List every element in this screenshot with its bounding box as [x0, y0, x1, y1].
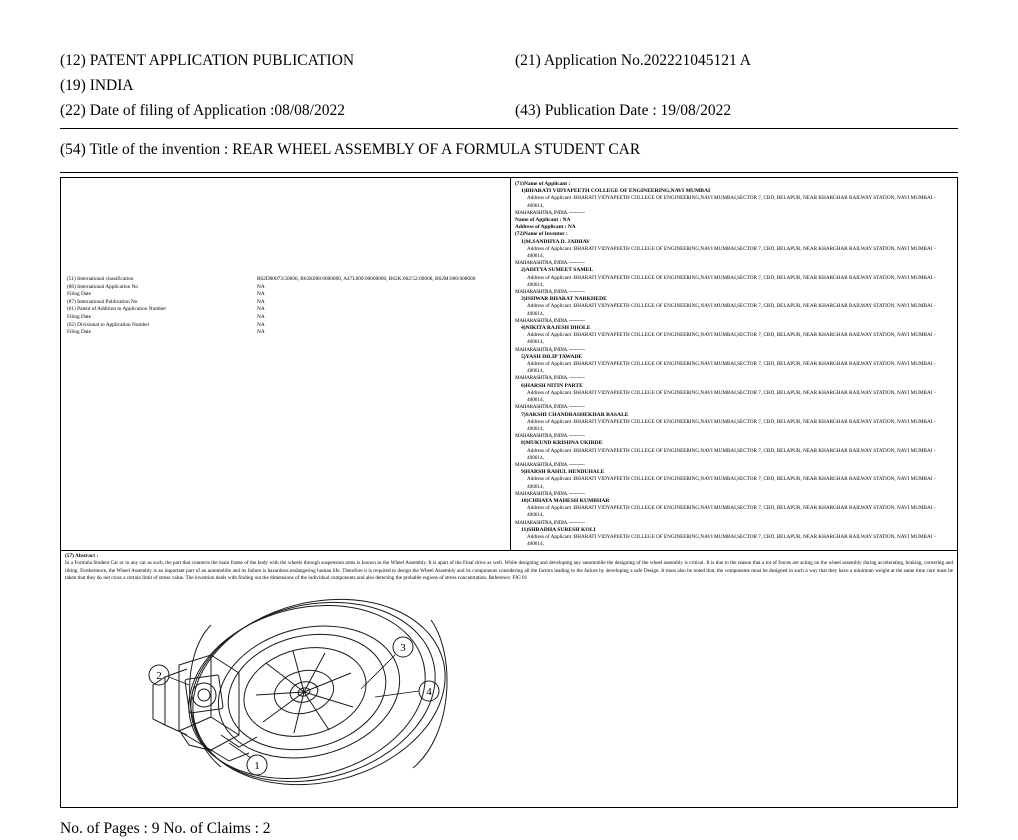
classification-value: NA: [257, 298, 265, 305]
bibliographic-box: [60, 177, 958, 808]
applicant-address: Address of Applicant :BHARATI VIDYAPEETH COLLEGE OF ENGINEERING,NAVI MUMBAI,SECTOR 7, CBD, BELAPUR, NEAR KHARGHAR RAILWAY STATION, NAVI MUMBAI - 400614,: [527, 195, 936, 209]
title-code: (54): [60, 141, 86, 158]
publication-label: PATENT APPLICATION PUBLICATION: [89, 52, 355, 69]
inventor-name: 10)CHHAYA MAHESH KUMBHAR: [521, 497, 610, 504]
publication-date-line: [515, 98, 958, 123]
inventor-address-cont: MAHARASHTRA, INDIA. -----------: [515, 346, 585, 353]
figure-callout-3: 3: [400, 641, 406, 654]
figure-area: [61, 585, 957, 807]
abstract-text: In a Formula Student Car or in any car as such, the part that connects the main frame of the body with the wheels through suspension arms is known as the Wheel Assembly. It is apart of the Final drive as well. While designing and developing any automobile the designing of the wheel assembly is critical. It is due to the reason that a lot of forces are acting on the wheel assembly during accelerating, braking, cornering and tilting. Furthermore, the Wheel Assembly is an important part of an automobile and its failure is hazardous endangering human life. Therefore it is required to design the Wheel Assembly and its components considering all the factors leading to the failure by developing a safe Design. It must also be noted that, the components must be designed in such a way that they have a minimum weight at the same time care must be taken that they do not cross a certain limit of stress value. The invention deals with finding out the dimensions of the individual components and also detecting the probable regions of stress concentration. Reference: FIG 01: [65, 560, 953, 581]
inventor-entry: [515, 383, 953, 412]
abstract-label: (57) Abstract :: [65, 553, 99, 560]
inventor-address-cont: MAHARASHTRA, INDIA. -----------: [515, 260, 585, 267]
classification-value: NA: [257, 291, 265, 298]
classification-row: [67, 306, 506, 314]
figure-callout-2: 2: [156, 669, 162, 682]
inventor-name: 7)SAKSHI CHANDRASHEKHAR BASALE: [521, 411, 629, 418]
classification-value: NA: [257, 306, 265, 313]
header-row-2: [60, 73, 958, 98]
inventor-address: Address of Applicant :BHARATI VIDYAPEETH COLLEGE OF ENGINEERING,NAVI MUMBAI,SECTOR 7, CBD, BELAPUR, NEAR KHARGHAR RAILWAY STATION, NAVI MUMBAI - 400614,: [527, 505, 936, 519]
inventor-address-cont: MAHARASHTRA, INDIA. -----------: [515, 289, 585, 296]
inventor-address-cont: MAHARASHTRA, INDIA. -----------: [515, 461, 585, 468]
inventor-name: 11)SHRADHA SURESH KOLI: [521, 526, 596, 533]
inventor-name: 6)HARSH NITIN PARTE: [521, 382, 583, 389]
inventor-name: 9)HARSH RAHUL HENDUHALE: [521, 469, 605, 476]
rear-wheel-assembly-figure: [61, 585, 957, 806]
country-line: [60, 73, 515, 98]
abstract-section: [61, 550, 957, 585]
classification-row: [67, 329, 506, 337]
classification-value: NA: [257, 283, 265, 290]
inventor-entry: [515, 267, 953, 296]
application-label: Application No.202221045121 A: [543, 52, 751, 69]
inventor-entry: [515, 469, 953, 498]
filing-label: Date of filing of Application :08/08/2022: [89, 102, 345, 119]
header-row-1: [60, 48, 958, 73]
classification-label: (86) International Application No: [67, 283, 139, 290]
patent-publication-page: [60, 48, 958, 840]
classification-row: [67, 276, 506, 284]
classification-list: [67, 276, 506, 337]
name-of-applicant-label: Name of Applicant : NA: [515, 217, 571, 224]
inventor-address-cont: MAHARASHTRA, INDIA. -----------: [515, 317, 585, 324]
inventor-entry: [515, 440, 953, 469]
classification-label: (51) International classification: [67, 276, 134, 282]
inventor-address: Address of Applicant :BHARATI VIDYAPEETH COLLEGE OF ENGINEERING,NAVI MUMBAI,SECTOR 7, CBD, BELAPUR, NEAR KHARGHAR RAILWAY STATION, NAVI MUMBAI - 400614,: [527, 332, 936, 346]
inventor-entry: [515, 296, 953, 325]
inventor-entry: [515, 325, 953, 354]
inventor-name: 1)M.SANDHYA D. JADHAV: [521, 238, 590, 245]
classification-label: (61) Patent of Addition to Application Number: [67, 306, 167, 313]
inventor-name: 5)YASH DILIP TAWADE: [521, 353, 583, 360]
inventor-address-cont: MAHARASHTRA, INDIA. -----------: [515, 404, 585, 411]
title-value: REAR WHEEL ASSEMBLY OF A FORMULA STUDENT CAR: [232, 141, 641, 158]
publication-date-code: (43): [515, 102, 541, 119]
filing-line: [60, 98, 515, 123]
inventor-name: 3)ISHWAR BHARAT NARKHEDE: [521, 296, 607, 303]
classification-column: [61, 178, 511, 550]
country-code: (19): [60, 77, 86, 94]
applicant-name: 1)BHARATI VIDYAPEETH COLLEGE OF ENGINEERING,NAVI MUMBAI: [521, 188, 711, 195]
applicant-inventor-column: [511, 178, 957, 550]
classification-label: (62) Divisional to Application Number: [67, 321, 150, 328]
inventor-name: 2)ADITYA SUMEET SAMEL: [521, 267, 594, 274]
inventor-entry: [515, 239, 953, 268]
classification-row: [67, 322, 506, 330]
title-divider: [60, 172, 958, 173]
classification-row: [67, 314, 506, 322]
inventor-address-cont: MAHARASHTRA, INDIA. -----------: [515, 519, 585, 526]
inventor-address: Address of Applicant :BHARATI VIDYAPEETH COLLEGE OF ENGINEERING,NAVI MUMBAI,SECTOR 7, CBD, BELAPUR, NEAR KHARGHAR RAILWAY STATION, NAVI MUMBAI - 400614,: [527, 418, 936, 432]
application-line: [515, 48, 958, 73]
inventor-address-cont: MAHARASHTRA, INDIA. -----------: [515, 433, 585, 440]
bibliographic-top: [61, 178, 957, 550]
applicant-address-cont: MAHARASHTRA, INDIA. -----------: [515, 209, 585, 216]
applicant-section-label: (71)Name of Applicant :: [515, 181, 571, 187]
classification-value: B62D00073:50000, B62K008:0000000, A47L000:00000000, B62K:002:52:00000, B62M:000:000000: [257, 276, 476, 282]
country-label: INDIA: [89, 77, 134, 94]
publication-line: [60, 48, 515, 73]
inventor-name: 8)MUKUND KRISHNA UKIRDE: [521, 440, 603, 447]
inventor-section-label: (72)Name of Inventor :: [515, 231, 568, 238]
classification-row: [67, 291, 506, 299]
address-of-applicant-label: Address of Applicant : NA: [515, 224, 576, 231]
inventor-entry: [515, 527, 953, 549]
inventor-address: Address of Applicant :BHARATI VIDYAPEETH COLLEGE OF ENGINEERING,NAVI MUMBAI,SECTOR 7, CBD, BELAPUR, NEAR KHARGHAR RAILWAY STATION, NAVI MUMBAI - 400614,: [527, 389, 936, 404]
header-block: [60, 48, 958, 123]
pages-claims-text: No. of Pages : 9 No. of Claims : 2: [60, 819, 271, 837]
inventor-address: Address of Applicant :BHARATI VIDYAPEETH COLLEGE OF ENGINEERING,NAVI MUMBAI,SECTOR 7, CBD, BELAPUR, NEAR KHARGHAR RAILWAY STATION, NAVI MUMBAI - 400614,: [527, 476, 936, 490]
title-label: Title of the invention :: [89, 141, 229, 158]
publication-code: (12): [60, 52, 86, 69]
classification-value: NA: [257, 313, 265, 320]
inventor-address-cont: MAHARASHTRA, INDIA. -----------: [515, 375, 585, 382]
figure-callout-4: 4: [426, 685, 432, 698]
application-code: (21): [515, 52, 541, 69]
classification-label: (87) International Publication No: [67, 298, 138, 305]
inventor-address: Address of Applicant :BHARATI VIDYAPEETH COLLEGE OF ENGINEERING,NAVI MUMBAI,SECTOR 7, CBD, BELAPUR, NEAR KHARGHAR RAILWAY STATION, NAVI MUMBAI - 400614,: [527, 533, 936, 548]
classification-label: Filing Date: [67, 291, 91, 298]
invention-title-row: [60, 129, 958, 167]
classification-label: Filing Date: [67, 313, 91, 320]
inventor-entry: [515, 498, 953, 527]
inventor-entry: [515, 412, 953, 441]
classification-value: NA: [257, 329, 265, 336]
inventor-address: Address of Applicant :BHARATI VIDYAPEETH COLLEGE OF ENGINEERING,NAVI MUMBAI,SECTOR 7, CBD, BELAPUR, NEAR KHARGHAR RAILWAY STATION, NAVI MUMBAI - 400614,: [527, 447, 936, 461]
inventor-address-cont: MAHARASHTRA, INDIA. -----------: [515, 490, 585, 497]
header-row-3: [60, 98, 958, 123]
inventor-address: Address of Applicant :BHARATI VIDYAPEETH COLLEGE OF ENGINEERING,NAVI MUMBAI,SECTOR 7, CBD, BELAPUR, NEAR KHARGHAR RAILWAY STATION, NAVI MUMBAI - 400614,: [527, 303, 936, 317]
inventor-entry: [515, 354, 953, 383]
inventor-address: Address of Applicant :BHARATI VIDYAPEETH COLLEGE OF ENGINEERING,NAVI MUMBAI,SECTOR 7, CBD, BELAPUR, NEAR KHARGHAR RAILWAY STATION, NAVI MUMBAI - 400614,: [527, 245, 936, 260]
figure-callout-1: 1: [254, 759, 260, 772]
page-footer: [60, 808, 958, 840]
inventor-name: 4)NIKITA RAJESH DHOLE: [521, 325, 591, 332]
filing-code: (22): [60, 102, 86, 119]
classification-label: Filing Date: [67, 329, 91, 336]
publication-date-label: Publication Date : 19/08/2022: [544, 102, 732, 119]
inventor-address: Address of Applicant :BHARATI VIDYAPEETH COLLEGE OF ENGINEERING,NAVI MUMBAI,SECTOR 7, CBD, BELAPUR, NEAR KHARGHAR RAILWAY STATION, NAVI MUMBAI - 400614,: [527, 361, 936, 375]
inventor-address: Address of Applicant :BHARATI VIDYAPEETH COLLEGE OF ENGINEERING,NAVI MUMBAI,SECTOR 7, CBD, BELAPUR, NEAR KHARGHAR RAILWAY STATION, NAVI MUMBAI - 400614,: [527, 274, 936, 288]
classification-value: NA: [257, 321, 265, 328]
classification-row: [67, 284, 506, 292]
